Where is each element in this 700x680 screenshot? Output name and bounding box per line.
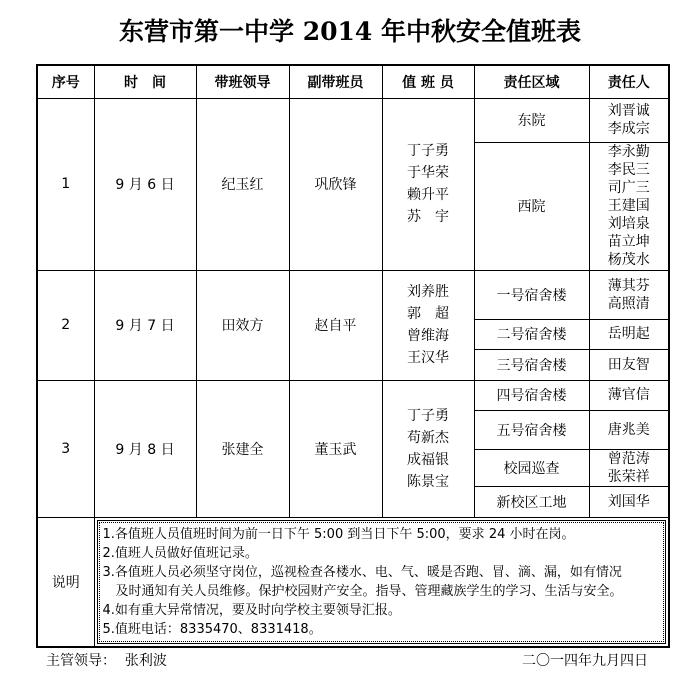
notes-cell — [94, 517, 669, 647]
row-no: 3 — [37, 380, 94, 517]
staff-name: 成福银 — [407, 451, 449, 468]
note-line: 4.如有重大异常情况，要及时向学校主要领导汇报。 — [102, 602, 401, 618]
table-row — [37, 98, 669, 142]
page-title: 东营市第一中学 2014 年中秋安全值班表 — [119, 17, 581, 46]
area-cell: 西院 — [474, 142, 589, 270]
duty-table — [36, 64, 670, 648]
staff-name: 刘养胜 — [407, 284, 449, 300]
person-name: 薄官信 — [607, 387, 650, 403]
person-cell — [589, 142, 669, 270]
supervisor-label: 主管领导： — [46, 653, 116, 669]
row-staff — [382, 270, 474, 380]
person-name: 薄其芬 — [607, 277, 650, 294]
note-line: 5.值班电话：8335470、8331418。 — [102, 621, 322, 637]
row-leader: 纪玉红 — [196, 98, 289, 270]
area-cell: 五号宿舍楼 — [474, 410, 589, 449]
person-name: 苗立坤 — [607, 234, 650, 250]
area-cell: 三号宿舍楼 — [474, 349, 589, 380]
supervisor — [46, 650, 167, 670]
row-date: 9 月 8 日 — [94, 380, 196, 517]
person-cell — [589, 449, 669, 486]
header-deputy: 副带班员 — [289, 65, 382, 98]
staff-name: 丁子勇 — [407, 143, 449, 159]
header-no: 序号 — [37, 65, 94, 98]
person-name: 李成宗 — [607, 121, 650, 137]
row-no: 1 — [37, 98, 94, 270]
area-cell: 四号宿舍楼 — [474, 380, 589, 410]
row-date: 9 月 6 日 — [94, 98, 196, 270]
staff-name: 陈景宝 — [407, 473, 449, 490]
note-line: 及时通知有关人员维修。保护校园财产安全。指导、管理藏族学生的学习、生活与安全。 — [115, 583, 623, 599]
person-name: 司广三 — [607, 180, 650, 196]
staff-name: 苟新杰 — [407, 429, 449, 446]
notes-label: 说明 — [37, 517, 94, 647]
person-name: 刘国华 — [607, 493, 650, 510]
document-date: 二〇一四年九月四日 — [522, 653, 648, 669]
person-name: 唐兆美 — [607, 421, 650, 438]
person-name: 刘培泉 — [607, 216, 650, 232]
note-line: 1.各值班人员值班时间为前一日下午 5:00 到当日下午 5:00，要求 24 小时在岗。 — [102, 526, 575, 542]
header-area: 责任区域 — [474, 65, 589, 98]
note-line: 3.各值班人员必须坚守岗位，巡视检查各楼水、电、气、暖是否跑、冒、滴、漏，如有情况 — [102, 564, 622, 580]
person-name: 王建国 — [607, 198, 650, 214]
person-name: 田友智 — [607, 356, 650, 373]
person-cell — [589, 270, 669, 319]
staff-name: 苏 宇 — [407, 209, 449, 225]
person-cell — [589, 486, 669, 517]
header-row — [37, 65, 669, 98]
person-name: 李永勤 — [607, 144, 650, 160]
staff-name: 曾维海 — [407, 328, 449, 344]
row-leader: 田效方 — [196, 270, 289, 380]
header-time: 时 间 — [94, 65, 196, 98]
row-date: 9 月 7 日 — [94, 270, 196, 380]
row-deputy: 巩欣锋 — [289, 98, 382, 270]
header-leader: 带班领导 — [196, 65, 289, 98]
person-name: 刘晋诚 — [607, 103, 650, 119]
person-cell — [589, 380, 669, 410]
person-name: 李民三 — [607, 162, 650, 178]
header-staff: 值 班 员 — [382, 65, 474, 98]
row-staff — [382, 98, 474, 270]
note-line: 2.值班人员做好值班记录。 — [102, 545, 258, 561]
person-name: 曾范涛 — [607, 450, 650, 467]
supervisor-name: 张利波 — [124, 653, 167, 669]
row-staff — [382, 380, 474, 517]
area-cell: 二号宿舍楼 — [474, 319, 589, 349]
notes-row — [37, 517, 669, 647]
table-row — [37, 380, 669, 410]
staff-name: 郭 超 — [407, 306, 449, 322]
area-cell: 一号宿舍楼 — [474, 270, 589, 319]
area-cell: 新校区工地 — [474, 486, 589, 517]
person-name: 张荣祥 — [607, 468, 650, 485]
staff-name: 赖升平 — [407, 187, 449, 203]
person-cell — [589, 98, 669, 142]
staff-name: 于华荣 — [407, 165, 449, 181]
row-deputy: 董玉武 — [289, 380, 382, 517]
notes-box — [99, 522, 665, 642]
staff-name: 王汉华 — [407, 350, 449, 366]
person-cell — [589, 410, 669, 449]
person-cell — [589, 319, 669, 349]
row-no: 2 — [37, 270, 94, 380]
person-name: 高照清 — [607, 295, 650, 312]
row-deputy: 赵自平 — [289, 270, 382, 380]
staff-name: 丁子勇 — [407, 407, 449, 424]
person-name: 岳明起 — [607, 326, 650, 342]
area-cell: 校园巡查 — [474, 449, 589, 486]
area-cell: 东院 — [474, 98, 589, 142]
table-row — [37, 270, 669, 319]
person-name: 杨茂水 — [607, 252, 650, 268]
header-person: 责任人 — [589, 65, 669, 98]
person-cell — [589, 349, 669, 380]
row-leader: 张建全 — [196, 380, 289, 517]
